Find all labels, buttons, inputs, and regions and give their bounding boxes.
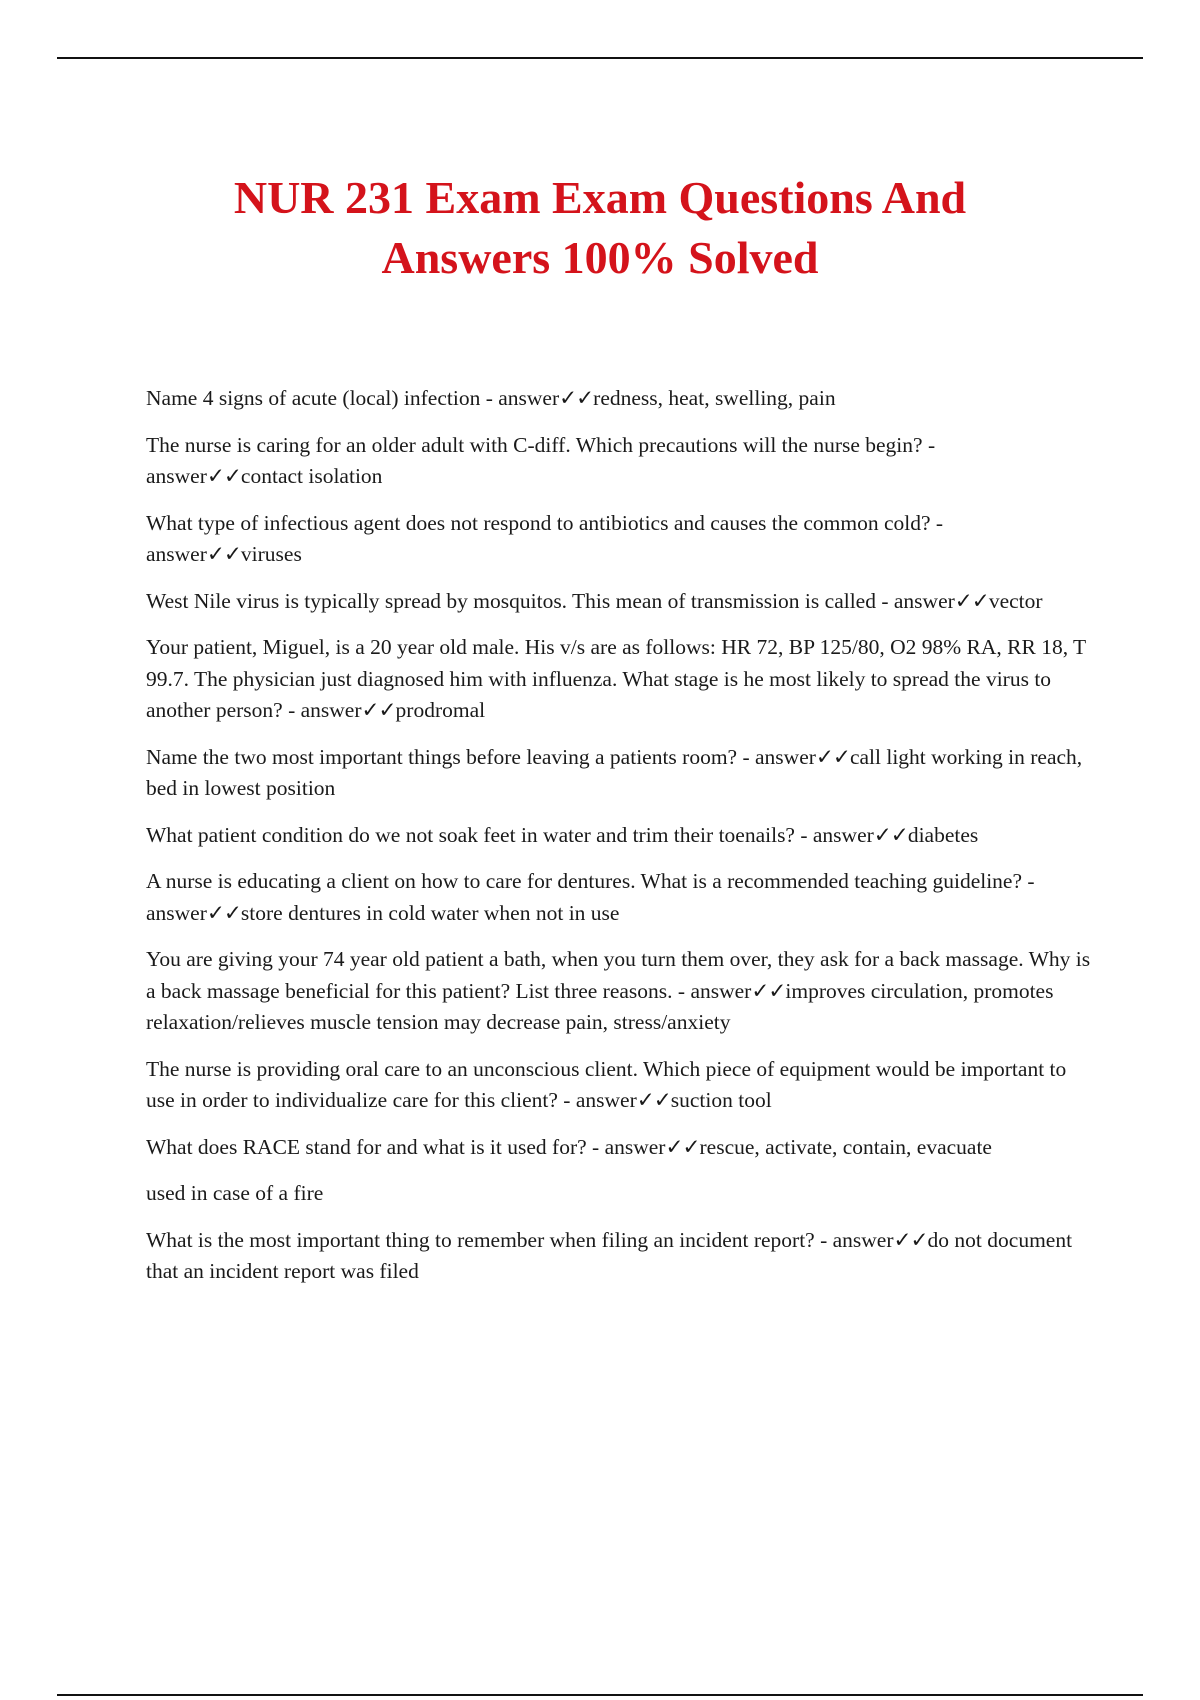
qa-list [146, 383, 1096, 1303]
answer-text: do not document that an incident report was filed [146, 1227, 1073, 1283]
qa-item [146, 430, 1096, 493]
document-title [100, 168, 1100, 288]
qa-item [146, 1178, 1096, 1210]
double-check-icon: ✓✓ [206, 464, 241, 488]
double-check-icon: ✓✓ [206, 542, 241, 566]
top-rule [57, 57, 1143, 59]
bottom-rule [57, 1694, 1143, 1696]
answer-text: prodromal [395, 698, 486, 722]
double-check-icon: ✓✓ [893, 1227, 928, 1252]
question-text: What type of infectious agent does not respond to antibiotics and causes the common cold? - answer [146, 510, 944, 566]
question-text: What patient condition do we not soak feet in water and trim their toenails? - answer [146, 822, 874, 847]
answer-text: suction tool [670, 1088, 772, 1112]
double-check-icon: ✓✓ [559, 386, 594, 410]
qa-item [146, 820, 1096, 852]
double-check-icon: ✓✓ [206, 900, 241, 925]
question-text: What does RACE stand for and what is it used for? - answer [146, 1134, 666, 1159]
question-text: Name the two most important things before leaving a patients room? - answer [146, 744, 816, 769]
qa-item [146, 944, 1096, 1039]
double-check-icon: ✓✓ [361, 698, 396, 722]
qa-item [146, 1132, 1096, 1164]
question-text: You are giving your 74 year old patient a bath, when you turn them over, they ask for a back massage. Why is a back massage beneficial for this patient? List three reasons. - answer [146, 947, 1091, 1003]
double-check-icon: ✓✓ [636, 1088, 671, 1112]
double-check-icon: ✓✓ [815, 744, 850, 769]
question-text: Your patient, Miguel, is a 20 year old male. His v/s are as follows: HR 72, BP 125/80, O2 98% RA, RR 18, T 99.7. The physician just diagnosed him with influenza. What stage is he most likely to spread the virus to another person? - answer [146, 635, 1086, 722]
answer-text: contact isolation [240, 464, 383, 488]
question-text: A nurse is educating a client on how to care for dentures. What is a recommended teaching guideline? - answer [146, 869, 1035, 925]
double-check-icon: ✓✓ [751, 978, 786, 1003]
double-check-icon: ✓✓ [873, 822, 908, 847]
question-text: Name 4 signs of acute (local) infection - answer [146, 386, 560, 410]
qa-item [146, 866, 1096, 929]
qa-item [146, 508, 1096, 571]
answer-text: call light working in reach, bed in lowest position [146, 744, 1083, 800]
question-text: West Nile virus is typically spread by mosquitos. This mean of transmission is called - answer [146, 588, 955, 613]
qa-item [146, 632, 1096, 727]
answer-text: improves circulation, promotes relaxation/relieves muscle tension may decrease pain, stress/anxiety [146, 978, 1054, 1034]
question-text: The nurse is caring for an older adult with C-diff. Which precautions will the nurse begin? - answer [146, 432, 936, 488]
question-text: The nurse is providing oral care to an unconscious client. Which piece of equipment would be important to use in order to individualize care for this client? - answer [146, 1056, 1067, 1112]
answer-text: diabetes [907, 822, 979, 847]
qa-item [146, 586, 1096, 618]
answer-text: rescue, activate, contain, evacuate [699, 1134, 992, 1159]
title-line-2: Answers 100% Solved [381, 232, 819, 283]
qa-item [146, 742, 1096, 805]
answer-text: used in case of a fire [146, 1181, 324, 1205]
qa-item [146, 1225, 1096, 1288]
title-line-1: NUR 231 Exam Exam Questions And [233, 172, 967, 223]
answer-text: store dentures in cold water when not in use [240, 900, 620, 925]
qa-item [146, 1054, 1096, 1117]
question-text: What is the most important thing to remember when filing an incident report? - answer [146, 1227, 894, 1252]
double-check-icon: ✓✓ [954, 588, 989, 613]
answer-text: viruses [240, 542, 302, 566]
answer-text: vector [988, 588, 1043, 613]
qa-item [146, 383, 1096, 415]
answer-text: redness, heat, swelling, pain [593, 386, 836, 410]
double-check-icon: ✓✓ [665, 1134, 700, 1159]
